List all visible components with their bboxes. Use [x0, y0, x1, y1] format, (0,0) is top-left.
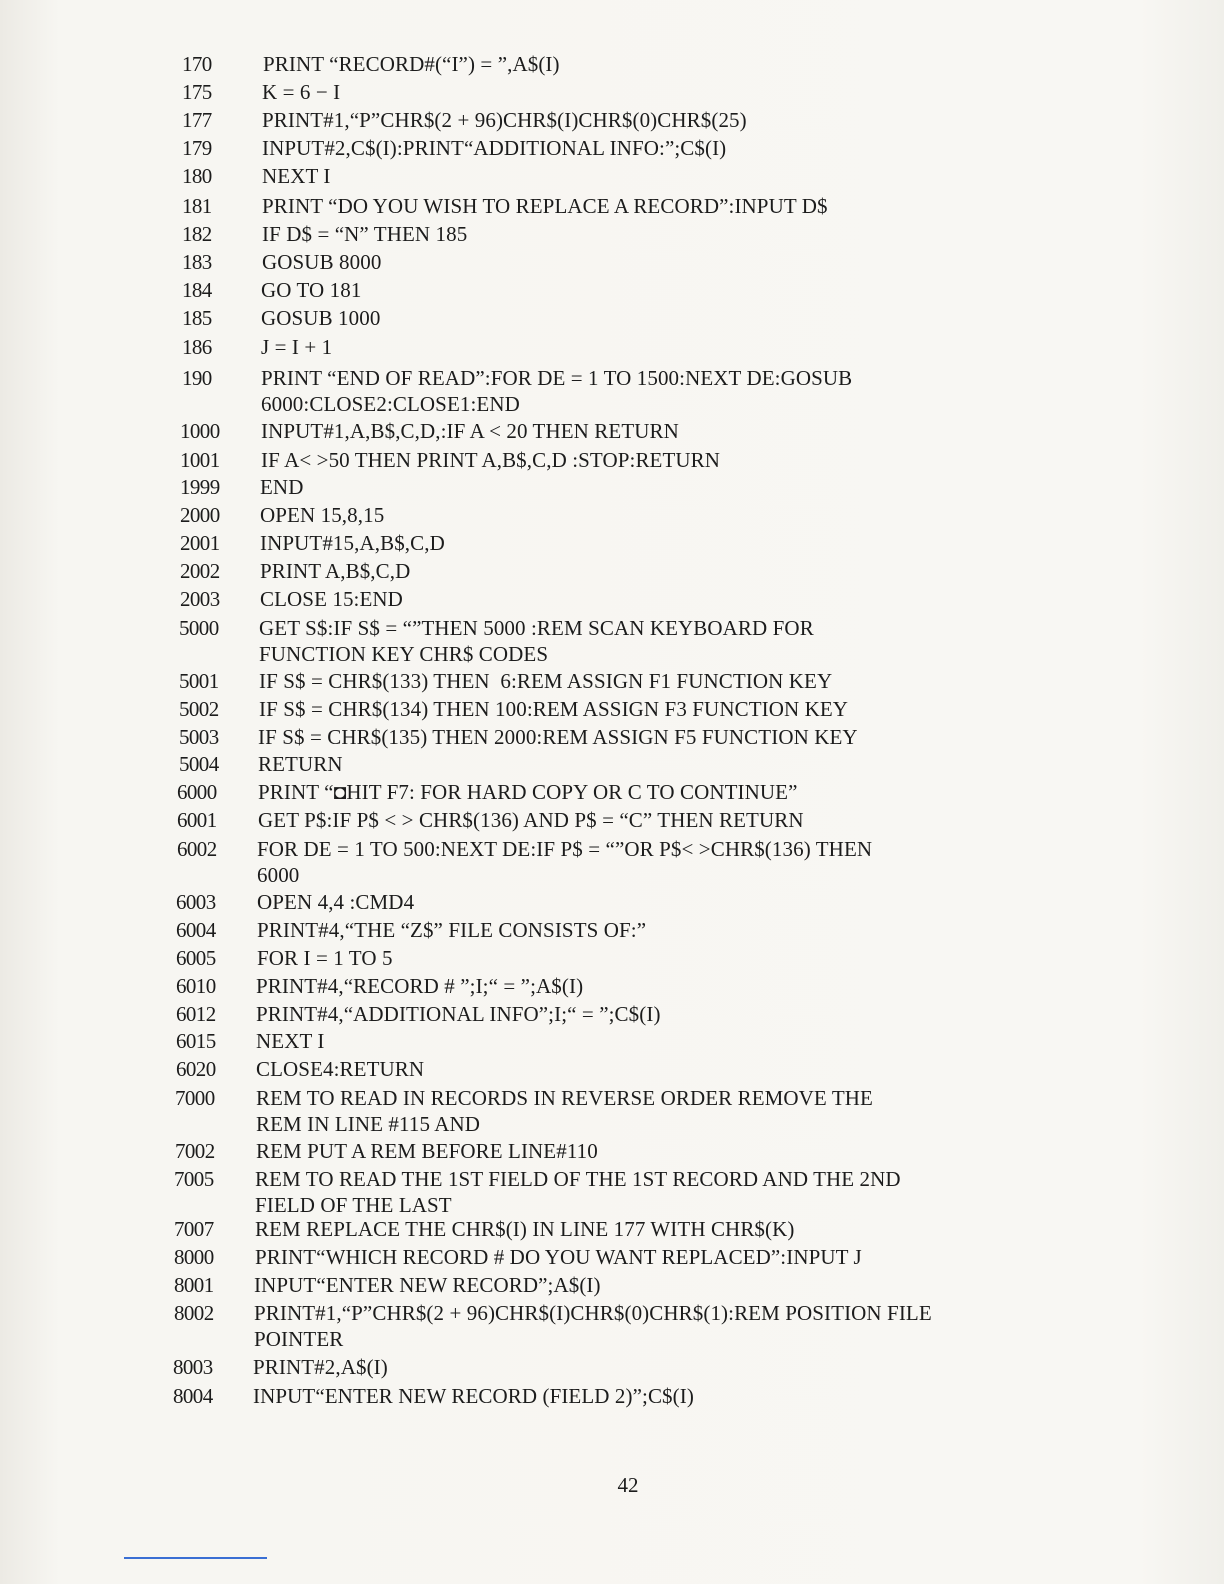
line-code: GO TO 181	[261, 278, 362, 302]
line-code: PRINT#4,“THE “Z$” FILE CONSISTS OF:”	[257, 918, 647, 942]
program-line	[177, 837, 873, 887]
line-number: 186	[182, 335, 212, 359]
program-line	[182, 278, 361, 306]
line-number: 177	[182, 108, 212, 132]
line-number: 184	[182, 278, 212, 302]
program-line	[180, 587, 403, 615]
line-code: CLOSE4:RETURN	[256, 1057, 425, 1081]
program-line	[174, 1217, 794, 1245]
line-code: IF A< >50 THEN PRINT A,B$,C,D :STOP:RETURN	[261, 448, 721, 472]
line-number: 2002	[180, 559, 220, 583]
program-line	[179, 669, 832, 697]
line-number: 8002	[174, 1301, 214, 1325]
line-number: 2001	[180, 531, 220, 555]
program-line	[180, 448, 720, 476]
line-number: 2000	[180, 503, 220, 527]
line-number: 6002	[177, 837, 217, 861]
line-number: 6020	[176, 1057, 216, 1081]
line-code: PRINT#2,A$(I)	[253, 1355, 388, 1379]
line-code: PRINT “DO YOU WISH TO REPLACE A RECORD”:INPUT D$	[262, 194, 828, 218]
program-line	[182, 52, 560, 80]
program-line	[174, 1273, 601, 1301]
line-number: 5004	[179, 752, 219, 776]
line-code: GOSUB 1000	[261, 306, 381, 330]
line-number: 7005	[174, 1167, 214, 1191]
line-code: OPEN 4,4 :CMD4	[257, 890, 415, 914]
line-code: GET S$:IF S$ = “”THEN 5000 :REM SCAN KEYBOARD FOR FUNCTION KEY CHR$ CODES	[259, 616, 814, 666]
line-number: 5003	[179, 725, 219, 749]
program-line	[177, 808, 804, 836]
line-code: RETURN	[258, 752, 343, 776]
line-code: PRINT#4,“RECORD # ”;I;“ = ”;A$(I)	[256, 974, 584, 998]
program-line	[177, 780, 798, 808]
line-number: 6001	[177, 808, 217, 832]
program-line	[180, 503, 384, 531]
line-code: INPUT#2,C$(I):PRINT“ADDITIONAL INFO:”;C$(I)	[262, 136, 727, 160]
line-code: END	[260, 475, 304, 499]
line-number: 2003	[180, 587, 220, 611]
line-code: INPUT#1,A,B$,C,D,:IF A < 20 THEN RETURN	[261, 419, 679, 443]
program-line	[175, 1086, 873, 1136]
footnote-rule	[124, 1557, 267, 1559]
line-number: 6000	[177, 780, 217, 804]
line-number: 175	[182, 80, 212, 104]
program-line	[176, 1002, 661, 1030]
program-line	[176, 946, 393, 974]
line-number: 179	[182, 136, 212, 160]
line-code: PRINT“WHICH RECORD # DO YOU WANT REPLACED”:INPUT J	[255, 1245, 862, 1269]
line-code: REM REPLACE THE CHR$(I) IN LINE 177 WITH CHR$(K)	[255, 1217, 795, 1241]
program-line	[176, 974, 583, 1002]
line-code: PRINT#1,“P”CHR$(2 + 96)CHR$(I)CHR$(0)CHR$(1):REM POSITION FILE POINTER	[254, 1301, 932, 1351]
program-line	[182, 335, 332, 363]
line-code: IF S$ = CHR$(135) THEN 2000:REM ASSIGN F5 FUNCTION KEY	[258, 725, 858, 749]
program-line	[180, 419, 679, 447]
line-number: 182	[182, 222, 212, 246]
line-code: REM PUT A REM BEFORE LINE#110	[256, 1139, 598, 1163]
program-line	[182, 250, 381, 278]
line-number: 183	[182, 250, 212, 274]
line-number: 5002	[179, 697, 219, 721]
line-code: IF S$ = CHR$(134) THEN 100:REM ASSIGN F3 FUNCTION KEY	[259, 697, 849, 721]
program-line	[176, 1057, 424, 1085]
line-code: REM TO READ THE 1ST FIELD OF THE 1ST RECORD AND THE 2ND FIELD OF THE LAST	[255, 1167, 901, 1217]
line-code: NEXT I	[262, 164, 331, 188]
program-line	[182, 136, 726, 164]
line-number: 6003	[176, 890, 216, 914]
line-number: 8001	[174, 1273, 214, 1297]
line-code: J = I + 1	[261, 335, 333, 359]
line-number: 1999	[180, 475, 220, 499]
line-number: 6012	[176, 1002, 216, 1026]
line-code: FOR DE = 1 TO 500:NEXT DE:IF P$ = “”OR P$< >CHR$(136) THEN 6000	[257, 837, 873, 887]
line-code: PRINT “◘HIT F7: FOR HARD COPY OR C TO CONTINUE”	[258, 780, 798, 804]
line-number: 6015	[176, 1029, 216, 1053]
line-number: 6004	[176, 918, 216, 942]
program-line	[175, 1139, 598, 1167]
line-number: 7007	[174, 1217, 214, 1241]
line-code: IF S$ = CHR$(133) THEN 6:REM ASSIGN F1 FUNCTION KEY	[259, 669, 833, 693]
line-code: REM TO READ IN RECORDS IN REVERSE ORDER REMOVE THE REM IN LINE #115 AND	[256, 1086, 873, 1136]
program-line	[176, 918, 646, 946]
line-code: PRINT#4,“ADDITIONAL INFO”;I;“ = ”;C$(I)	[256, 1002, 661, 1026]
program-line	[182, 164, 330, 192]
program-line	[182, 366, 853, 416]
line-number: 190	[182, 366, 212, 390]
program-line	[180, 559, 410, 587]
program-line	[173, 1384, 694, 1412]
program-line	[179, 697, 848, 725]
line-code: GOSUB 8000	[262, 250, 382, 274]
program-line	[174, 1301, 932, 1351]
line-number: 7000	[175, 1086, 215, 1110]
line-code: NEXT I	[256, 1029, 325, 1053]
line-number: 5001	[179, 669, 219, 693]
program-line	[179, 752, 343, 780]
line-number: 8004	[173, 1384, 213, 1408]
line-code: K = 6 − I	[262, 80, 341, 104]
line-code: PRINT “END OF READ”:FOR DE = 1 TO 1500:NEXT DE:GOSUB 6000:CLOSE2:CLOSE1:END	[261, 366, 853, 416]
line-number: 8003	[173, 1355, 213, 1379]
program-line	[180, 475, 303, 503]
line-code: PRINT#1,“P”CHR$(2 + 96)CHR$(I)CHR$(0)CHR$(25)	[262, 108, 747, 132]
program-line	[174, 1167, 901, 1217]
line-code: PRINT “RECORD#(“I”) = ”,A$(I)	[263, 52, 560, 76]
line-number: 170	[182, 52, 212, 76]
program-line	[176, 890, 414, 918]
line-code: INPUT#15,A,B$,C,D	[260, 531, 445, 555]
program-line	[179, 616, 814, 666]
program-line	[173, 1355, 388, 1383]
program-line	[182, 194, 828, 222]
line-number: 1000	[180, 419, 220, 443]
line-code: INPUT“ENTER NEW RECORD (FIELD 2)”;C$(I)	[253, 1384, 694, 1408]
line-number: 5000	[179, 616, 219, 640]
line-number: 6005	[176, 946, 216, 970]
line-code: INPUT“ENTER NEW RECORD”;A$(I)	[254, 1273, 601, 1297]
program-line	[179, 725, 858, 753]
program-line	[182, 222, 467, 250]
program-line	[174, 1245, 862, 1273]
line-number: 181	[182, 194, 212, 218]
line-code: GET P$:IF P$ < > CHR$(136) AND P$ = “C” THEN RETURN	[258, 808, 804, 832]
line-code: CLOSE 15:END	[260, 587, 403, 611]
program-line	[182, 306, 380, 334]
line-code: FOR I = 1 TO 5	[257, 946, 393, 970]
line-number: 8000	[174, 1245, 214, 1269]
line-number: 180	[182, 164, 212, 188]
line-number: 7002	[175, 1139, 215, 1163]
program-line	[182, 108, 747, 136]
line-number: 1001	[180, 448, 220, 472]
line-number: 6010	[176, 974, 216, 998]
line-code: PRINT A,B$,C,D	[260, 559, 411, 583]
program-line	[180, 531, 445, 559]
line-code: IF D$ = “N” THEN 185	[262, 222, 468, 246]
program-line	[182, 80, 340, 108]
line-number: 185	[182, 306, 212, 330]
program-line	[176, 1029, 324, 1057]
line-code: OPEN 15,8,15	[260, 503, 385, 527]
page-number: 42	[617, 1473, 639, 1497]
